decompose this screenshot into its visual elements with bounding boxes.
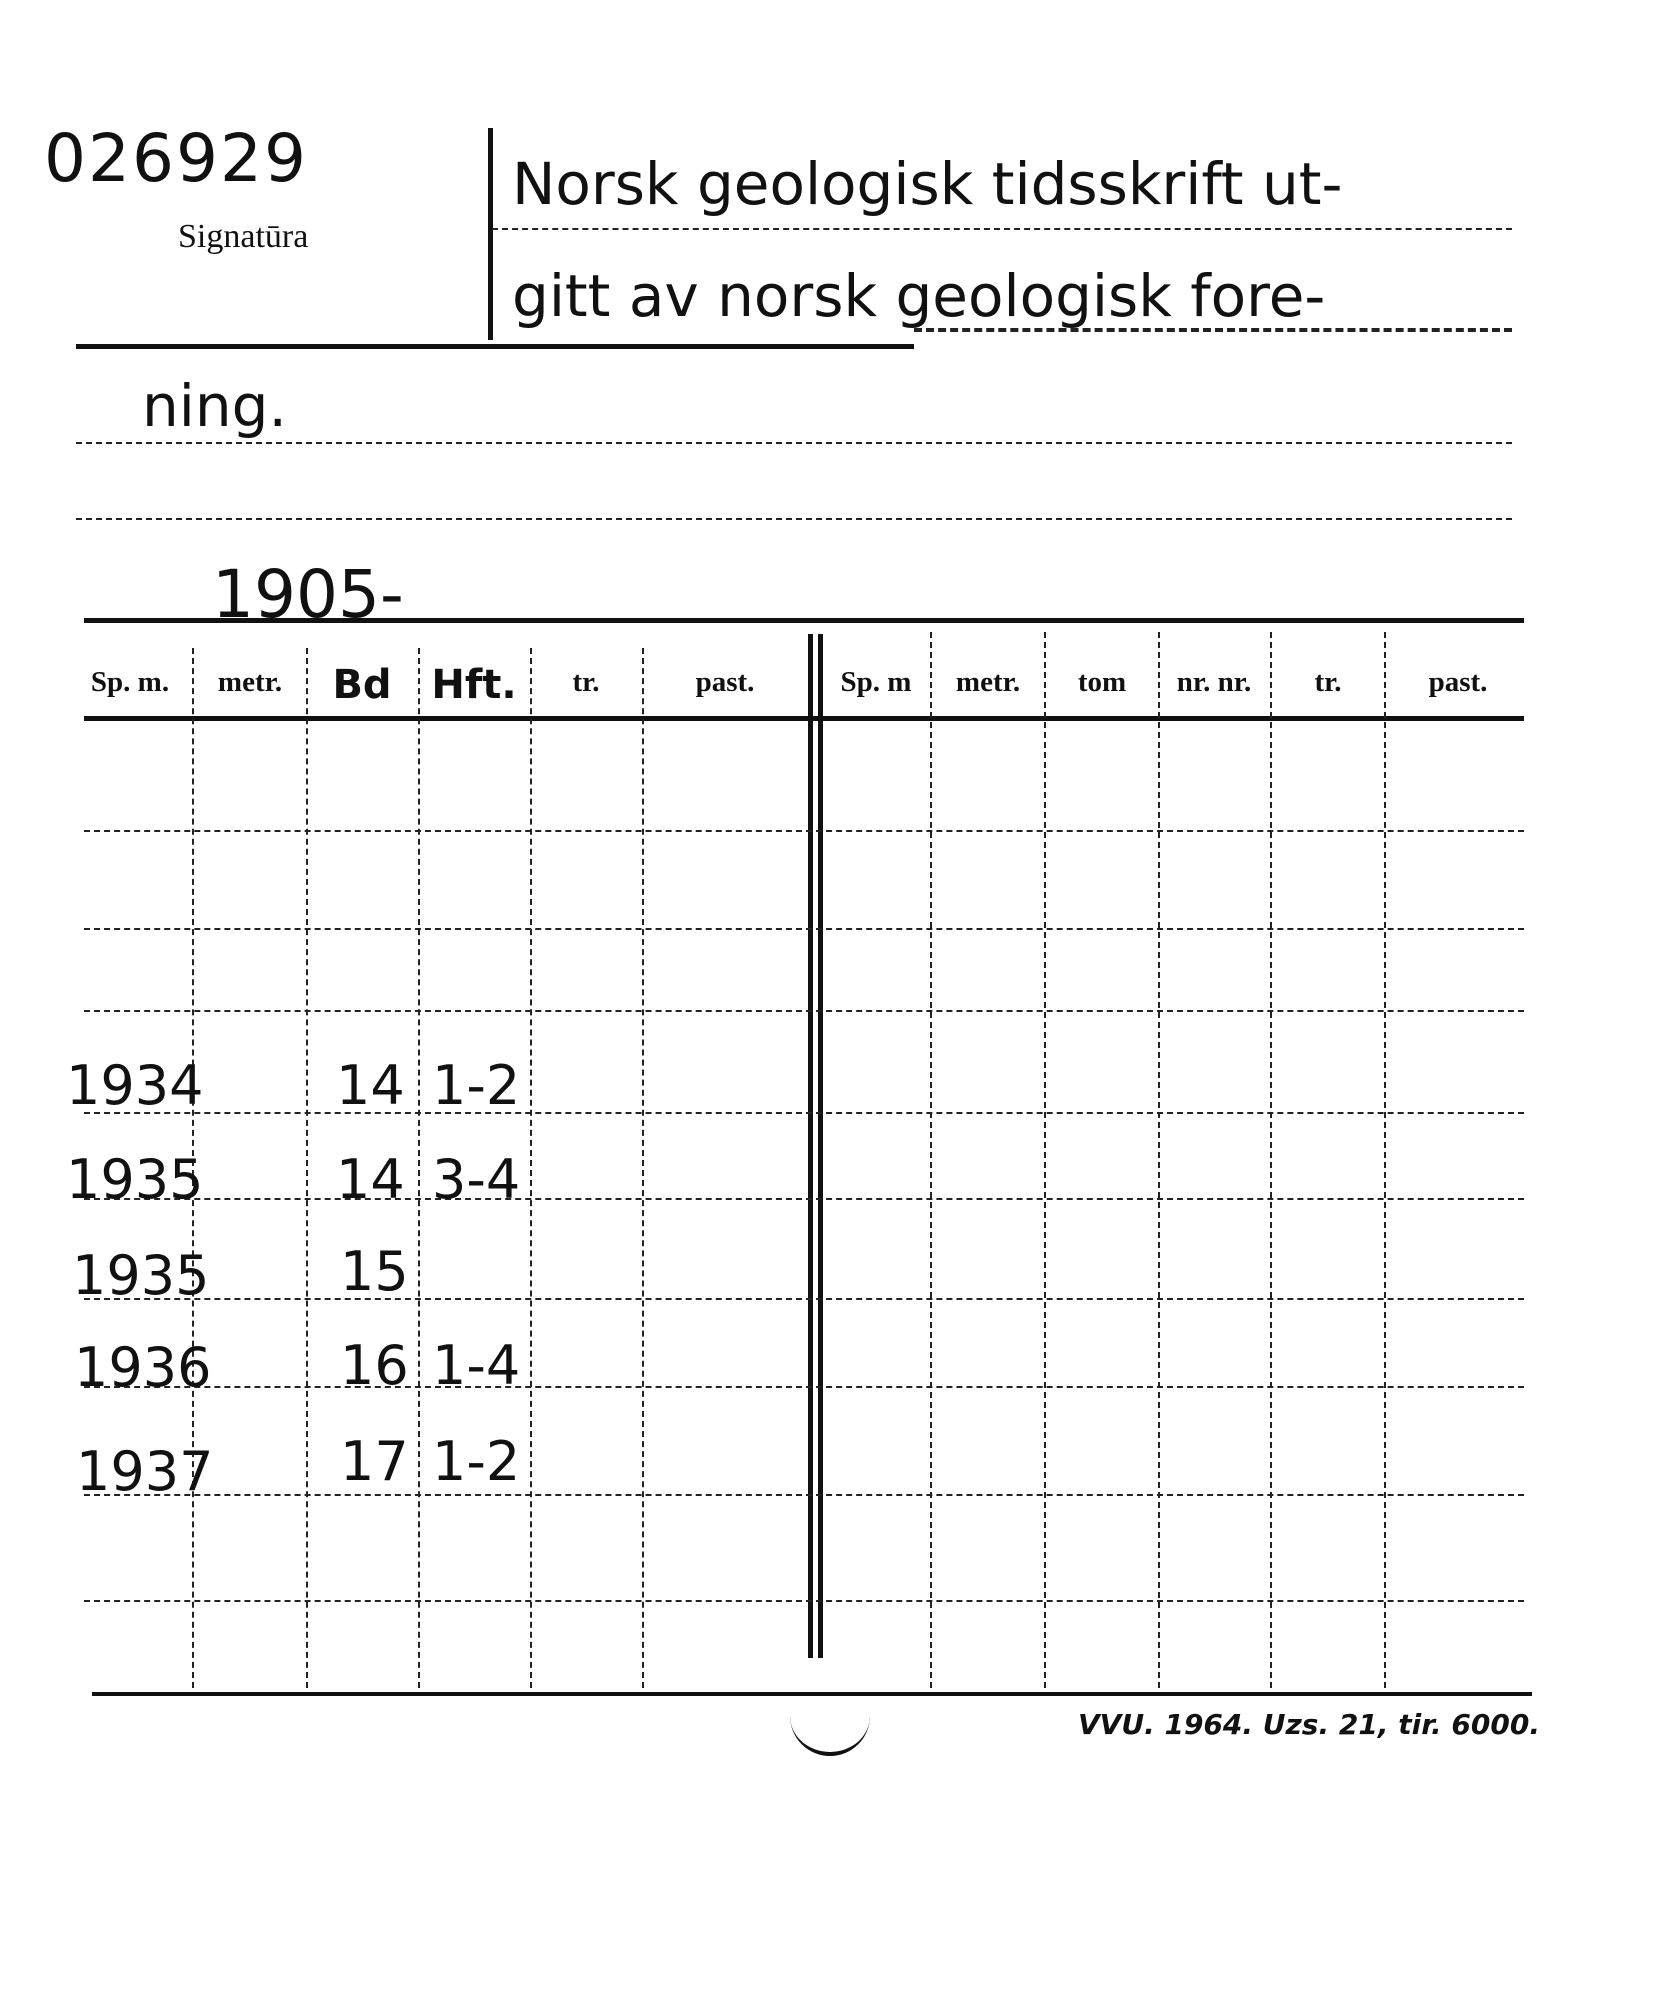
col-divider	[418, 648, 420, 1688]
start-year: 1905-	[212, 556, 404, 633]
header-sp-m: Sp. m.	[90, 666, 170, 698]
row-volume: 17	[340, 1430, 409, 1493]
header-metr-right: metr.	[955, 666, 1021, 698]
col-divider	[530, 648, 532, 1688]
row-rule	[84, 1600, 1524, 1602]
col-divider	[306, 648, 308, 1688]
signature-number: 026929	[44, 120, 308, 197]
col-divider	[1270, 632, 1272, 1688]
title-separator	[488, 128, 493, 340]
row-year: 1934	[66, 1054, 204, 1117]
header-hft: Hft.	[431, 662, 517, 708]
row-rule	[84, 928, 1524, 930]
header-tr: tr.	[572, 666, 600, 698]
row-volume: 14	[336, 1054, 405, 1117]
header-nr-nr: nr. nr.	[1176, 666, 1252, 698]
row-rule	[84, 1494, 1524, 1496]
row-year: 1935	[72, 1244, 210, 1307]
table-center-divider-a	[808, 634, 813, 1658]
header-sp-m-right: Sp. m	[840, 666, 912, 698]
row-rule	[84, 1386, 1524, 1388]
row-volume: 16	[340, 1334, 409, 1397]
title-line-2: gitt av norsk geologisk fore-	[512, 262, 1326, 330]
title-underline	[76, 344, 914, 349]
col-divider	[642, 648, 644, 1688]
row-rule	[84, 830, 1524, 832]
row-rule	[84, 1112, 1524, 1114]
col-divider	[930, 632, 932, 1688]
title-rule-4	[76, 518, 1512, 520]
table-center-divider-b	[818, 634, 823, 1658]
table-bottom-rule	[92, 1692, 1532, 1696]
header-past-right: past.	[1428, 666, 1488, 698]
row-rule	[84, 1198, 1524, 1200]
table-top-rule	[84, 618, 1524, 623]
row-issues: 1-4	[432, 1334, 521, 1397]
row-issues: 1-2	[432, 1430, 521, 1493]
title-line-3: ning.	[142, 372, 287, 440]
header-past: past.	[695, 666, 755, 698]
row-volume: 14	[336, 1148, 405, 1211]
title-line-1: Norsk geologisk tidsskrift ut-	[512, 150, 1343, 218]
col-divider	[1158, 632, 1160, 1688]
punch-hole-mark	[790, 1712, 870, 1756]
row-year: 1937	[76, 1440, 214, 1503]
header-metr: metr.	[217, 666, 283, 698]
row-volume: 15	[340, 1240, 409, 1303]
signature-label: Signatūra	[178, 218, 309, 255]
table-header-rule	[84, 716, 1524, 721]
title-rule-2	[914, 328, 1512, 332]
row-rule	[84, 1010, 1524, 1012]
col-divider	[1044, 632, 1046, 1688]
header-tom: tom	[1077, 666, 1127, 698]
title-rule-1	[492, 228, 1512, 230]
footer-print-note: VVU. 1964. Uzs. 21, tir. 6000.	[1078, 1708, 1540, 1741]
row-issues: 3-4	[432, 1148, 521, 1211]
row-issues: 1-2	[432, 1054, 521, 1117]
header-tr-right: tr.	[1314, 666, 1342, 698]
row-year: 1936	[74, 1336, 212, 1399]
row-rule	[84, 1298, 1524, 1300]
title-rule-3	[76, 442, 1512, 444]
header-bd: Bd	[332, 662, 392, 708]
col-divider	[1384, 632, 1386, 1688]
row-year: 1935	[66, 1148, 204, 1211]
